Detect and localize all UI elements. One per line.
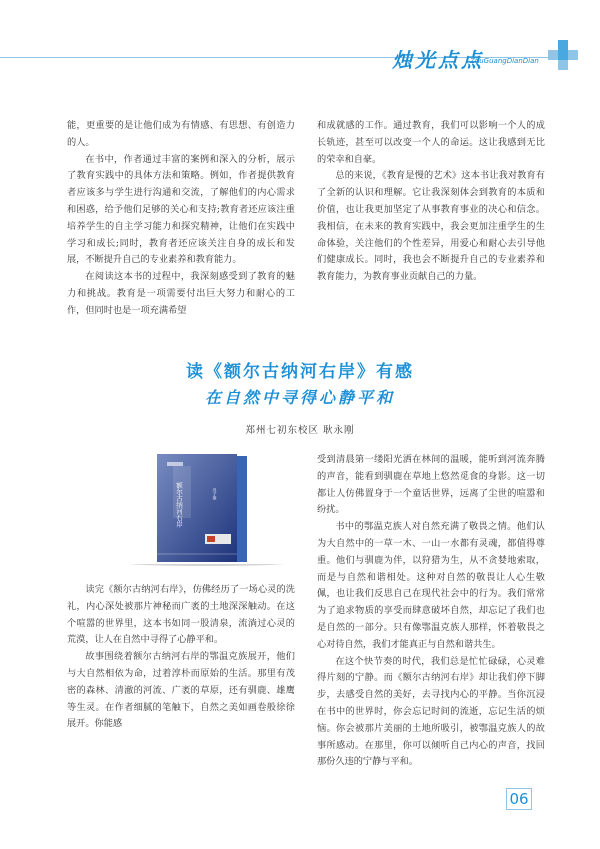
book-title-text: 额尔古纳河右岸 bbox=[175, 482, 183, 528]
article-right-column bbox=[317, 452, 545, 771]
section-subtitle: ZhuGuangDianDian bbox=[470, 57, 539, 65]
top-right-column bbox=[317, 118, 545, 286]
page-number: 06 bbox=[506, 788, 532, 810]
paragraph: 受到清晨第一缕阳光洒在林间的温暖，能听到河流奔腾的声音，能看到驯鹿在草地上悠然觅食的身影。这一切都让人仿佛置身于一个童话世界，远离了尘世的喧嚣和纷扰。 bbox=[317, 454, 545, 516]
paragraph: 读完《额尔古纳河右岸》，仿佛经历了一场心灵的洗礼，内心深处被那片神秘而广袤的土地深深触动。在这个喧嚣的世界里，这本书如同一股清泉，流淌过心灵的荒漠，让人在自然中寻得了心静平和。 bbox=[67, 584, 295, 646]
top-left-column bbox=[67, 118, 295, 320]
article-left-column bbox=[67, 582, 295, 733]
paragraph: 故事围绕着额尔古纳河右岸的鄂温克族展开，他们与大自然相依为命，过着淳朴而原始的生活。那里有茂密的森林、清澈的河流、广袤的草原，还有驯鹿、雄鹰等生灵。在作者细腻的笔触下，自然之美如画卷般徐徐展开。你能感 bbox=[67, 651, 295, 730]
book-cover-image bbox=[117, 452, 295, 564]
paragraph: 能，更重要的是让他们成为有情感、有思想、有创造力的人。 bbox=[67, 120, 295, 148]
article-author: 郑州七初东校区 耿永刚 bbox=[245, 425, 355, 436]
section-title: 烛光点点 bbox=[392, 48, 484, 72]
paragraph: 在书中，作者通过丰富的案例和深入的分析，展示了教育实践中的具体方法和策略。例如，作者提供教育者应该多与学生进行沟通和交流，了解他们的内心需求和困惑，给予他们足够的关心和支持;教育者还应该注重培养学生的自主学习能力和探究精神，让他们在实践中学习和成长;同时，教育者还应该关注自身的成长和发展，不断提升自己的专业素养和教育能力。 bbox=[67, 153, 295, 266]
paragraph: 在这个快节奏的时代，我们总是忙忙碌碌，心灵难得片刻的宁静。而《额尔古纳河右岸》却让我们停下脚步，去感受自然的美好，去寻找内心的平静。当你沉浸在书中的世界时，你会忘记时间的流逝，忘记生活的烦恼。你会被那片美丽的土地所吸引，被鄂温克族人的故事所感动。在那里，你可以倾听自己内心的声音，找回那份久违的宁静与平和。 bbox=[317, 655, 545, 768]
book-author-text: 迟子建 bbox=[212, 488, 218, 500]
article-subtitle: 在自然中寻得心静平和 bbox=[204, 388, 395, 407]
paragraph: 在阅读这本书的过程中，我深刻感受到了教育的魅力和挑战。教育是一项需要付出巨大努力和耐心的工作，但同时也是一项充满希望 bbox=[67, 271, 295, 316]
paragraph: 和成就感的工作。通过教育，我们可以影响一个人的成长轨迹，甚至可以改变一个人的命运。这让我感到无比的荣幸和自豪。 bbox=[317, 120, 545, 165]
cross-decoration-icon bbox=[548, 40, 578, 70]
paragraph: 总的来说，《教育是慢的艺术》这本书让我对教育有了全新的认识和理解。它让我深刻体会到教育的本质和价值，也让我更加坚定了从事教育事业的决心和信念。我相信，在未来的教育实践中，我会更加注重学生的生命体验，关注他们的个性差异，用爱心和耐心去引导他们健康成长。同时，我也会不断提升自己的专业素养和教育能力，为教育事业贡献自己的力量。 bbox=[317, 170, 545, 283]
article-title: 读《额尔古纳河右岸》有感 bbox=[186, 362, 414, 382]
paragraph: 书中的鄂温克族人对自然充满了敬畏之情。他们认为大自然中的一草一木、一山一水都有灵魂，都值得尊重。他们与驯鹿为伴，以狩猎为生，从不贪婪地索取，而是与自然和谐相处。这种对自然的敬畏让人心生敬佩，也让我们反思自己在现代社会中的行为。我们常常为了追求物质的享受而肆意破坏自然，却忘记了我们也是自然的一部分。只有像鄂温克族人那样，怀着敬畏之心对待自然，我们才能真正与自然和谐共生。 bbox=[317, 521, 545, 650]
